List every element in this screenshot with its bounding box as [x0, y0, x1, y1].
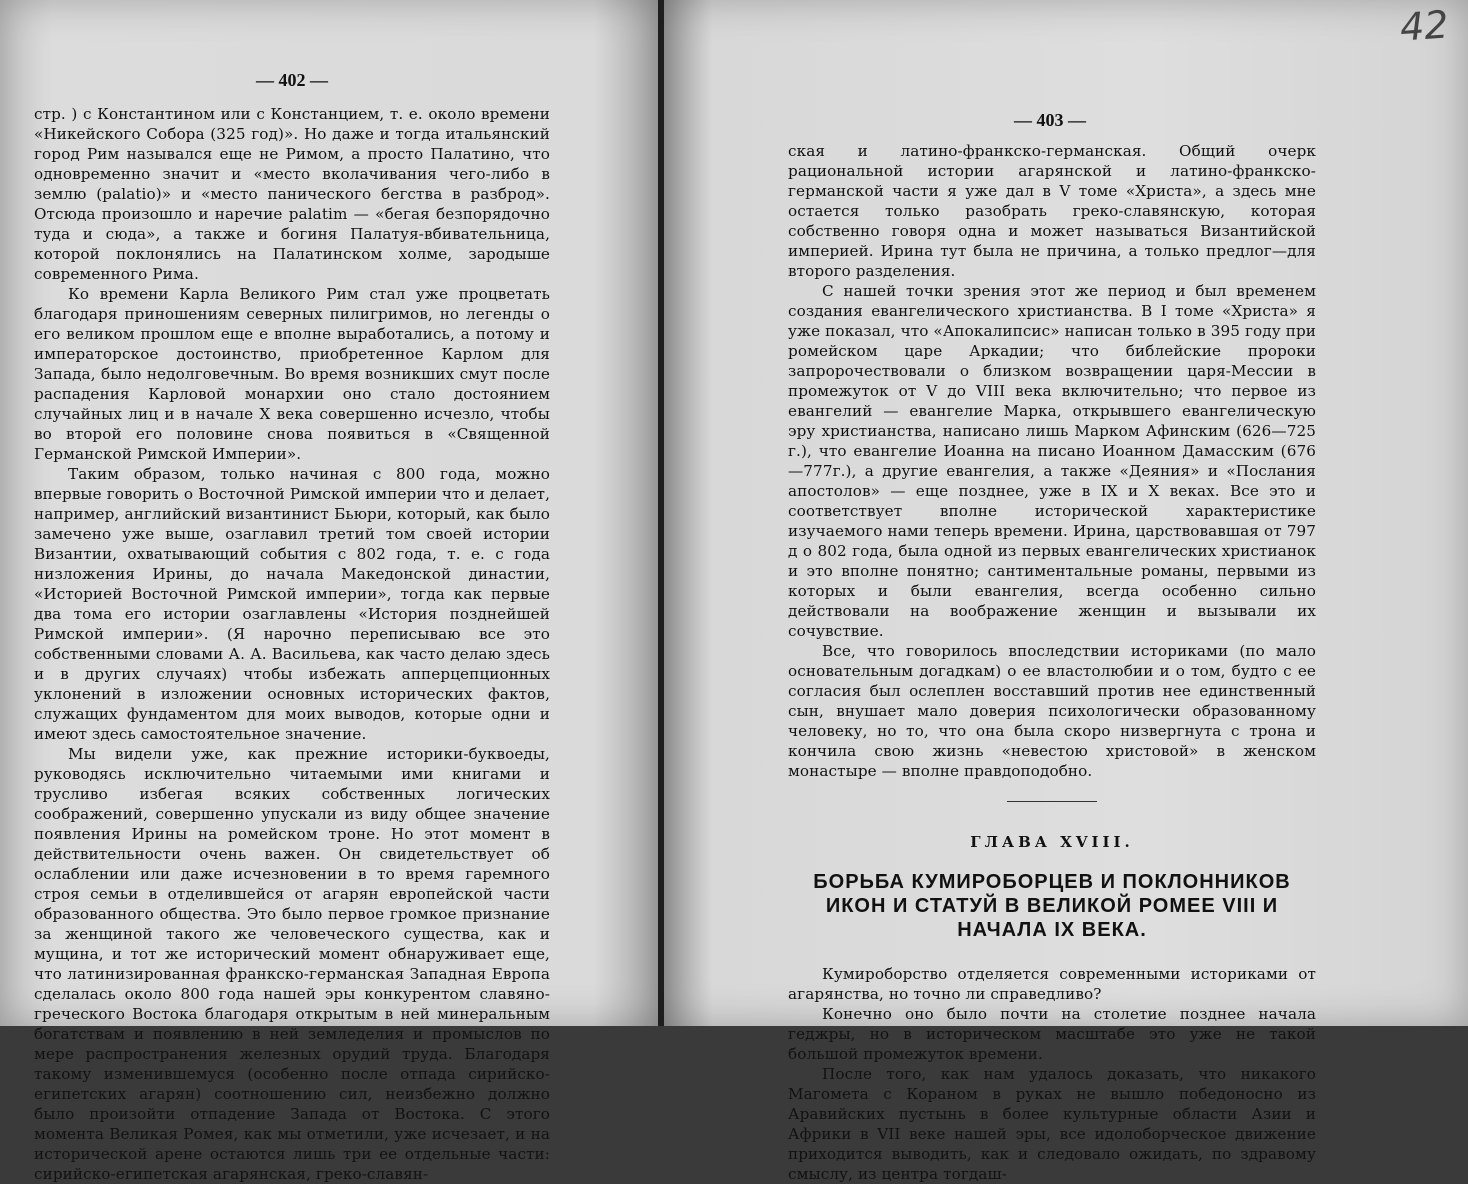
paragraph: Мы видели уже, как прежние историки-буквоеды, руководясь исключительно читаемыми ими книгами и трусливо избегая всяких собственных логических соображений, совершенно упускали из виду общее значение появления Ирины на ромейском троне. Но этот момент в действительности очень важен. Он свидетельствует об ослаблении или даже исчезновении в то время гаремного строя семьи в отделившейся от агарян европейской части образованного общества. Это было первое громкое признание за женщиной такого же человеческого существа, как и мущина, и тот же исторический момент обнаруживает еще, что латинизированная франкско-германская Западная Европа сделалась около 800 года нашей эры конкурентом славяно-греческого Востока благодаря открытым в ней минеральным богатствам и появлению в ней земледелия и промыслов по мере распространения железных орудий труда. Благодаря такому изменившемуся (особенно после отпада сирийско-египетских агарян) соотношению сил, неизбежно должно было произойти отпадение Запада от Востока. С этого момента Великая Ромея, как мы отметили, уже исчезает, и на исторической арене остаются лишь три ее отдельные части: сирийско-египетская агарянская, греко-славян- [34, 745, 550, 1183]
left-text-column [34, 104, 550, 1184]
paragraph: Кумироборство отделяется современными историками от агарянства, но точно ли справедливо? [788, 965, 1316, 1003]
paragraph: Все, что говорилось впоследствии историками (по мало основательным догадкам) о ее властолюбии и о том, будто с ее согласия был ослеплен восставший против нее единственный сын, внушает мало доверия психологически образованному человеку, но то, что она была скоро низвергнута с трона и кончила свою жизнь «невестою христовой» в женском монастыре — вполне правдоподобно. [788, 642, 1316, 780]
right-text-column [788, 141, 1316, 1184]
chapter-label: ГЛАВА XVIII. [970, 833, 1134, 851]
chapter-title: БОРЬБА КУМИРОБОРЦЕВ И ПОКЛОННИКОВ ИКОН И СТАТУЙ В ВЕЛИКОЙ РОМЕЕ VIII И НАЧАЛА IX ВЕКА. [813, 871, 1291, 941]
page-number-left: — 402 — [256, 70, 328, 90]
paragraph: стр. ) с Константином или с Констанцием, т. е. около времени «Никейского Собора (325 год)». Но даже и тогда итальянский город Рим назывался еще не Римом, а просто Палатино, что одновременно значит и «место вколачивания чего-либо в землю (palatio)» и «место панического бегства в разброд». Отсюда произошло и наречие palatim — «бегая безпорядочно туда и сюда», а также и богиня Палатуя-вбивательница, которой поклонялись на Палатинском холме, зародыше современного Рима. [34, 105, 550, 283]
left-page [0, 0, 660, 1183]
paragraph: ская и латино-франкско-германская. Общий очерк рациональной истории агарянской и латино-франкско-германской части я уже дал в V томе «Христа», а здесь мне остается только разобрать греко-славянскую, которая собственно говоря одна и может называться Византийской империей. Ирина тут была не причина, а только предлог—для второго разделения. [788, 142, 1316, 280]
paragraph: После того, как нам удалось доказать, что никакого Магомета с Кораном в руках не вышло победоносно из Аравийских пустынь в более культурные области Азии и Африки в VII веке нашей эры, все идолоборческое движение приходится выводить, как и следовало ожидать, по здравому смыслу, из центра тогдаш- [788, 1065, 1316, 1183]
page-number-right: — 403 — [1014, 110, 1086, 130]
section-divider [1007, 801, 1097, 802]
paragraph: С нашей точки зрения этот же период и был временем создания евангелического христианства. В I томе «Христа» я уже показал, что «Апокалипсис» написан только в 395 году при ромейском царе Аркадии; что библейские пророки запророчествовали о близком возвращении царя-Мессии в промежуток от V до VIII века включительно; что первое из евангелий — евангелие Марка, открывшего евангелическую эру христианства, написано лишь Марком Афинским (626—725 г.), что евангелие Иоанна на писано Иоанном Дамасским (676—777г.), а другие евангелия, а также «Деяния» и «Послания апостолов» — еще позднее, уже в IX и X веках. Все это и соответствует вполне исторической характеристике изучаемого нами теперь времени. Ирина, царствовавшая от 797 д о 802 года, была одной из первых евангелических христианок и это вполне понятно; сантиментальные романы, первыми из которых и были евангелия, всегда особенно сильно действовали на воображение женщин и вызывали их сочувствие. [788, 282, 1316, 640]
paragraph: Конечно оно было почти на столетие позднее начала геджры, но в историческом масштабе это уже не такой большой промежуток времени. [788, 1005, 1316, 1063]
paragraph: Таким образом, только начиная с 800 года, можно впервые говорить о Восточной Римской империи что и делает, например, английский византинист Бьюри, который, как было замечено уже выше, озаглавил третий том своей истории Византии, охватывающий события с 802 года, т. е. с года низложения Ирины, до начала Македонской династии, «Историей Восточной Римской империи», тогда как первые два тома его истории озаглавлены «История позднейшей Римской империи». (Я нарочно переписываю все это собственными словами А. А. Васильева, как часто делаю здесь и в других случаях) чтобы избежать апперцепционных уклонений в изложении основных исторических фактов, служащих фундаментом для моих выводов, которые одни и имеют здесь самостоятельное значение. [34, 465, 550, 743]
handwritten-margin-note: 42 [1398, 2, 1450, 50]
paragraph: Ко времени Карла Великого Рим стал уже процветать благодаря приношениям северных пилигримов, но легенды о его великом прошлом еще е вполне выработались, а потому и императорское достоинство, приобретенное Карлом для Запада, было недолговечным. Во время возникших смут после распадения Карловой монархии оно стало достоянием случайных лиц и в начале X века совершенно исчезло, чтобы во второй его половине снова появиться в «Священной Германской Римской Империи». [34, 285, 550, 463]
right-page [664, 0, 1468, 1183]
